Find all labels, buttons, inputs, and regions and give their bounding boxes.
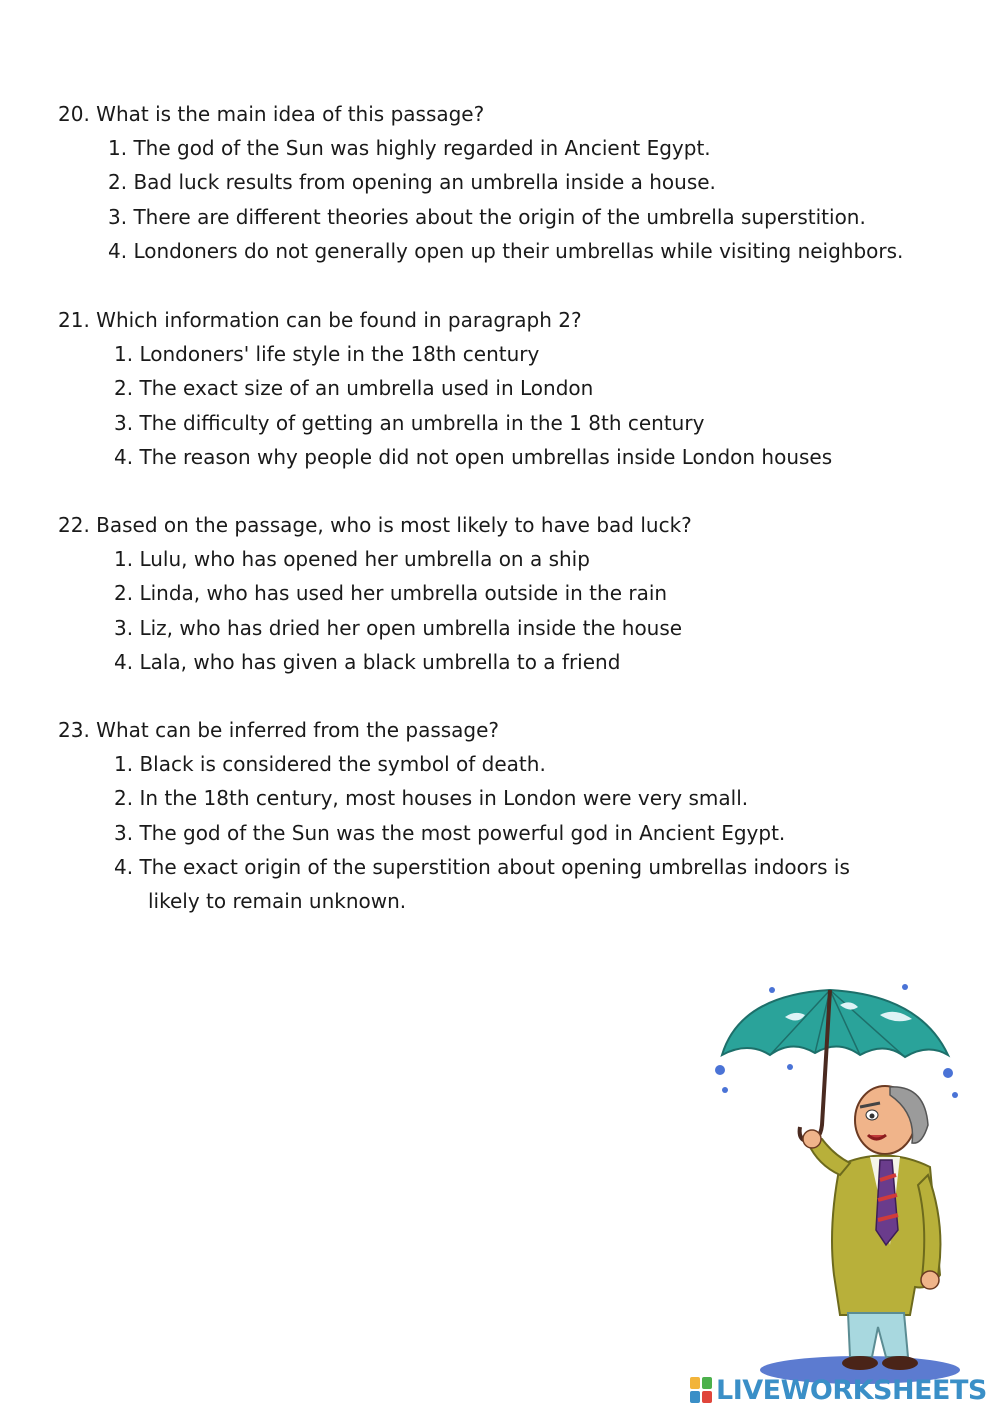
right-shoe (882, 1356, 918, 1370)
liveworksheets-icon (690, 1377, 712, 1403)
answer-option[interactable]: 1. Londoners' life style in the 18th century (114, 342, 540, 366)
answer-options (114, 747, 978, 918)
left-shoe (842, 1356, 878, 1370)
rain-umbrella-man-illustration (700, 975, 970, 1395)
liveworksheets-logo (690, 1374, 987, 1406)
answer-option[interactable]: 2. Linda, who has used her umbrella outside in the rain (114, 581, 668, 606)
answer-option[interactable]: 3. There are different theories about the origin of the umbrella superstition. (108, 204, 866, 229)
pants (848, 1313, 908, 1357)
answer-options (114, 337, 978, 474)
question-23 (58, 713, 978, 918)
answer-option[interactable]: 1. The god of the Sun was highly regarded in Ancient Egypt. (108, 136, 711, 160)
answer-options (114, 542, 978, 679)
answer-option-line: 4. The exact origin of the superstition about opening umbrellas indoors is (114, 854, 850, 879)
question-21 (58, 303, 978, 474)
answer-option[interactable]: 3. The god of the Sun was the most powerful god in Ancient Egypt. (114, 820, 786, 845)
question-22 (58, 508, 978, 679)
answer-option[interactable]: 2. The exact size of an umbrella used in London (114, 376, 594, 401)
answer-option[interactable] (114, 850, 978, 919)
question-20 (58, 97, 978, 268)
answer-option[interactable]: 4. Lala, who has given a black umbrella to a friend (114, 649, 621, 674)
answer-option[interactable]: 3. The difficulty of getting an umbrella in the 1 8th century (114, 410, 705, 435)
answer-options (108, 131, 978, 268)
question-title: 22. Based on the passage, who is most likely to have bad luck? (58, 513, 692, 537)
answer-option[interactable]: 2. Bad luck results from opening an umbrella inside a house. (108, 170, 716, 195)
answer-option-line: likely to remain unknown. (148, 889, 407, 914)
answer-option[interactable]: 1. Black is considered the symbol of death. (114, 752, 546, 776)
answer-option[interactable]: 4. The reason why people did not open umbrellas inside London houses (114, 444, 833, 469)
question-title: 20. What is the main idea of this passage? (58, 102, 485, 126)
answer-option[interactable]: 3. Liz, who has dried her open umbrella inside the house (114, 615, 683, 640)
question-title: 23. What can be inferred from the passage? (58, 718, 500, 742)
liveworksheets-wordmark: LIVEWORKSHEETS (716, 1374, 987, 1406)
answer-option[interactable]: 4. Londoners do not generally open up their umbrellas while visiting neighbors. (108, 238, 904, 263)
answer-option[interactable]: 1. Lulu, who has opened her umbrella on a ship (114, 547, 590, 571)
answer-option[interactable]: 2. In the 18th century, most houses in London were very small. (114, 786, 749, 811)
question-title: 21. Which information can be found in paragraph 2? (58, 308, 582, 332)
